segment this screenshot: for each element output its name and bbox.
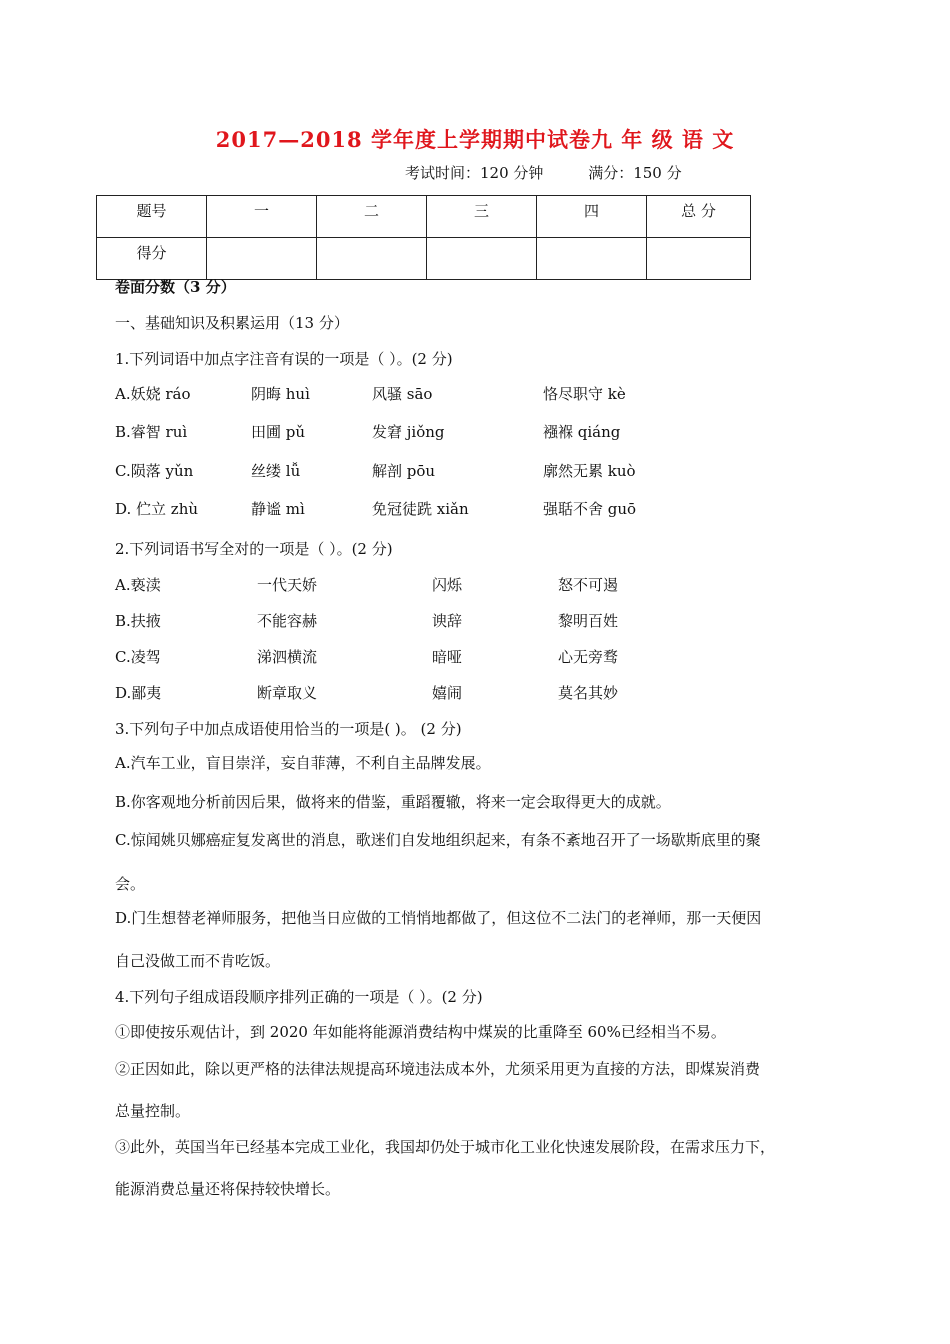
q3-option-d-cont: 自己没做工而不肯吃饭。 <box>115 952 281 970</box>
q3-option-a: A.汽车工业，盲目崇洋，妄自菲薄，不利自主品牌发展。 <box>115 754 491 772</box>
table-header-cell: 四 <box>537 196 647 238</box>
score-cell[interactable] <box>427 238 537 280</box>
q3-option-b: B.你客观地分析前因后果，做将来的借鉴，重蹈覆辙，将来一定会取得更大的成就。 <box>115 793 671 811</box>
score-cell[interactable] <box>647 238 751 280</box>
table-row-label: 得分 <box>97 238 207 280</box>
section-heading: 一、基础知识及积累运用（13 分） <box>115 314 349 332</box>
q2-option-b: B.扶掖 <box>115 612 161 630</box>
q1-option-b-2: 田圃 pǔ <box>251 423 306 441</box>
q2-option-d-4: 莫名其妙 <box>558 684 619 702</box>
q2-option-a-3: 闪烁 <box>432 576 463 594</box>
question-2-stem: 2.下列词语书写全对的一项是（ ）。(2 分) <box>115 540 393 558</box>
score-cell[interactable] <box>207 238 317 280</box>
q1-option-c-2: 丝缕 lǚ <box>251 462 301 480</box>
q1-option-b: B.睿智 ruì <box>115 423 188 441</box>
score-cell[interactable] <box>317 238 427 280</box>
q2-option-a: A.亵渎 <box>115 576 161 594</box>
q1-option-c: C.陨落 yǔn <box>115 462 194 480</box>
score-cell[interactable] <box>537 238 647 280</box>
q2-option-a-4: 怒不可遏 <box>558 576 619 594</box>
q1-option-a-3: 风骚 sāo <box>372 385 433 403</box>
exam-title: 2017—2018 学年度上学期期中试卷九 年 级 语 文 <box>215 127 735 152</box>
q1-option-d: D. 伫立 zhù <box>115 500 199 518</box>
q1-option-b-3: 发窘 jiǒng <box>372 423 445 441</box>
table-header-cell: 总 分 <box>647 196 751 238</box>
q2-option-c-2: 涕泗横流 <box>257 648 318 666</box>
q1-option-d-2: 静谧 mì <box>251 500 305 518</box>
question-1-stem: 1.下列词语中加点字注音有误的一项是（ ）。(2 分) <box>115 350 453 368</box>
q2-option-b-2: 不能容赫 <box>257 612 318 630</box>
q2-option-c: C.凌驾 <box>115 648 161 666</box>
q4-sentence-2-cont: 总量控制。 <box>115 1102 191 1120</box>
q2-option-c-4: 心无旁骛 <box>558 648 619 666</box>
q3-option-c: C.惊闻姚贝娜癌症复发离世的消息，歌迷们自发地组织起来，有条不紊地召开了一场歇斯底里的聚 <box>115 831 761 849</box>
q2-option-a-2: 一代天娇 <box>257 576 318 594</box>
q1-option-a-2: 阴晦 huì <box>251 385 310 403</box>
q1-option-a-4: 恪尽职守 kè <box>543 385 626 403</box>
score-table-row <box>97 238 751 280</box>
question-4-stem: 4.下列句子组成语段顺序排列正确的一项是（ ）。(2 分) <box>115 988 483 1006</box>
q1-option-b-4: 襁褓 qiáng <box>543 423 621 441</box>
exam-time: 考试时间：120 分钟 <box>405 164 544 182</box>
q1-option-c-4: 廓然无累 kuò <box>543 462 636 480</box>
q2-option-d: D.鄙夷 <box>115 684 162 702</box>
q1-option-c-3: 解剖 pōu <box>372 462 436 480</box>
q4-sentence-1: ①即使按乐观估计，到 2020 年如能将能源消费结构中煤炭的比重降至 60%已经相当不易。 <box>115 1023 726 1041</box>
exam-meta <box>405 162 722 183</box>
q4-sentence-3-cont: 能源消费总量还将保持较快增长。 <box>115 1180 341 1198</box>
paper-score: 卷面分数（3 分） <box>115 278 236 296</box>
q2-option-d-3: 嬉闹 <box>432 684 463 702</box>
q1-option-a: A.妖娆 ráo <box>115 385 191 403</box>
q2-option-c-3: 暗哑 <box>432 648 463 666</box>
table-header-cell: 一 <box>207 196 317 238</box>
q1-option-d-3: 免冠徒跣 xiǎn <box>372 500 469 518</box>
q2-option-d-2: 断章取义 <box>257 684 318 702</box>
q4-sentence-3: ③此外，英国当年已经基本完成工业化，我国却仍处于城市化工业化快速发展阶段，在需求压力下， <box>115 1138 776 1156</box>
table-header-cell: 题号 <box>97 196 207 238</box>
score-table <box>96 195 751 280</box>
q3-option-d: D.门生想替老禅师服务，把他当日应做的工悄悄地都做了，但这位不二法门的老禅师，那一天便因 <box>115 909 762 927</box>
question-3-stem: 3.下列句子中加点成语使用恰当的一项是( )。 (2 分) <box>115 720 462 738</box>
q2-option-b-3: 谀辞 <box>432 612 463 630</box>
table-header-cell: 二 <box>317 196 427 238</box>
table-header-cell: 三 <box>427 196 537 238</box>
score-table-header-row <box>97 196 751 238</box>
q4-sentence-2: ②正因如此，除以更严格的法律法规提高环境违法成本外，尤须采用更为直接的方法，即煤炭消费 <box>115 1060 761 1078</box>
q2-option-b-4: 黎明百姓 <box>558 612 619 630</box>
full-score: 满分：150 分 <box>588 164 682 182</box>
q1-option-d-4: 强聒不舍 guō <box>543 500 637 518</box>
q3-option-c-cont: 会。 <box>115 875 146 893</box>
